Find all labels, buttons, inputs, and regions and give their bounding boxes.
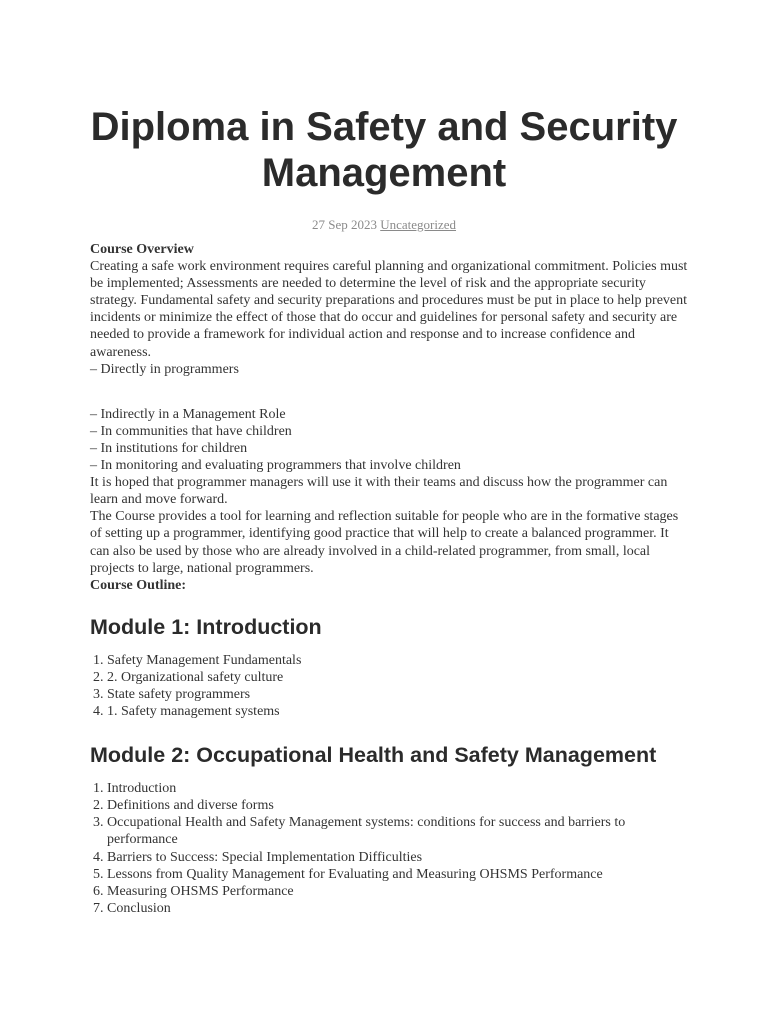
tool-paragraph: The Course provides a tool for learning and reflection suitable for people who are in the formative stages of setting up a programmer, identifying good practice that will help to create a balanced programmer. It can also be used by those who are already involved in a child-related programmer, from small, local projects to large, national programmers. xyxy=(90,509,679,576)
list-item: 5. Lessons from Quality Management for Evaluating and Measuring OHSMS Performance xyxy=(107,866,690,883)
bullet-line: – Indirectly in a Management Role xyxy=(90,406,286,422)
page-title: Diploma in Safety and Security Management xyxy=(90,105,678,195)
module-2-heading: Module 2: Occupational Health and Safety Management xyxy=(90,743,657,768)
post-date: 27 Sep 2023 xyxy=(311,217,377,232)
list-item: 3. Occupational Health and Safety Management systems: conditions for success and barriers to performance xyxy=(107,814,690,848)
list-item: 3. State safety programmers xyxy=(107,686,690,703)
list-item: 1. Introduction xyxy=(107,780,690,797)
overview-paragraph: Creating a safe work environment requires careful planning and organizational commitment. Policies must be implemented; Assessments are needed to determine the level of risk and the appropriate security strategy. Fundamental safety and security preparations and procedures must be put in place to help prevent incidents or minimize the effect of those that do occur and guidelines for personal safety and security are needed to provide a framework for individual action and response and to increase confidence and awareness. xyxy=(90,259,688,360)
list-item: 2. Definitions and diverse forms xyxy=(107,797,690,814)
list-item: 2. 2. Organizational safety culture xyxy=(107,669,690,686)
bullet-line: – Directly in programmers xyxy=(90,361,239,377)
list-item: 4. 1. Safety management systems xyxy=(107,703,690,720)
overview-heading: Course Overview xyxy=(90,242,194,257)
post-meta xyxy=(0,216,768,233)
hope-paragraph: It is hoped that programmer managers will use it with their teams and discuss how the programmer can learn and move forward. xyxy=(90,475,668,508)
list-item: 1. Safety Management Fundamentals xyxy=(107,652,690,669)
article-body xyxy=(90,241,690,917)
bullet-line: – In institutions for children xyxy=(90,440,248,456)
bullet-line: – In communities that have children xyxy=(90,423,292,439)
module-1-list xyxy=(90,652,690,720)
outline-heading: Course Outline: xyxy=(90,577,187,593)
paragraph-spacer xyxy=(90,378,690,406)
list-item: 6. Measuring OHSMS Performance xyxy=(107,883,690,900)
module-2-list xyxy=(90,780,690,917)
category-link[interactable]: Uncategorized xyxy=(380,217,457,232)
bullet-line: – In monitoring and evaluating programmers that involve children xyxy=(90,458,461,474)
list-item: 4. Barriers to Success: Special Implementation Difficulties xyxy=(107,849,690,866)
list-item: 7. Conclusion xyxy=(107,900,690,917)
module-1-heading: Module 1: Introduction xyxy=(90,614,322,639)
